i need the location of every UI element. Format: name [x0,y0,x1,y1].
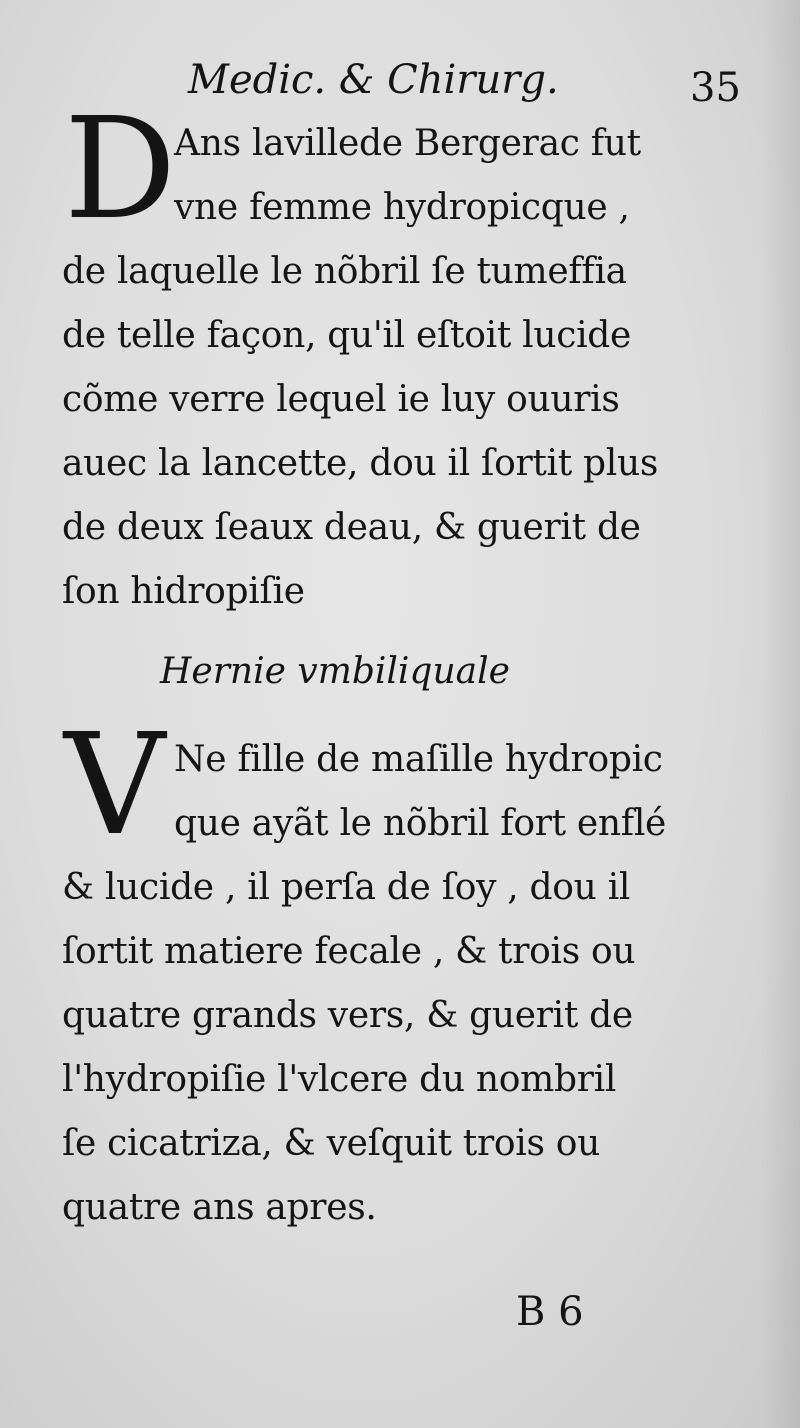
text-line: de telle façon, qu'il eſtoit lucide [62,315,632,356]
text-line: cõme verre lequel ie luy ouuris [62,379,620,420]
text-line: auec la lancette, dou il ſortit plus [62,443,659,484]
signature-mark: B 6 [516,1289,584,1335]
text-line: vne femme hydropicque , [174,187,630,228]
text-line: ſortit matiere fecale , & trois ou [62,931,636,972]
page-number: 35 [690,65,741,111]
text-line: quatre ans apres. [62,1187,377,1228]
text-line: & lucide , il perſa de ſoy , dou il [62,867,631,908]
text-line: Ans lavillede Bergerac fut [174,123,641,164]
text-line: Ne fille de maſille hydropic [174,739,663,780]
text-line: que ayãt le nõbril fort enflé [174,803,667,844]
text-line: l'hydropiſie l'vlcere du nombril [62,1059,617,1100]
paragraph-masille [62,704,752,1240]
running-title: Medic. & Chirurg. [188,57,559,103]
text-line: de deux ſeaux deau, & guerit de [62,507,641,548]
text-line: quatre grands vers, & guerit de [62,995,633,1036]
section-heading: Hernie vmbiliquale [160,651,510,692]
dropcap-v: V [64,704,166,867]
text-line: de laquelle le nõbril ſe tumeffia [62,251,627,292]
text-line: ſon hidropiſie [62,571,305,612]
dropcap-d: D [64,88,177,251]
text-line: ſe cicatriza, & veſquit trois ou [62,1123,601,1164]
